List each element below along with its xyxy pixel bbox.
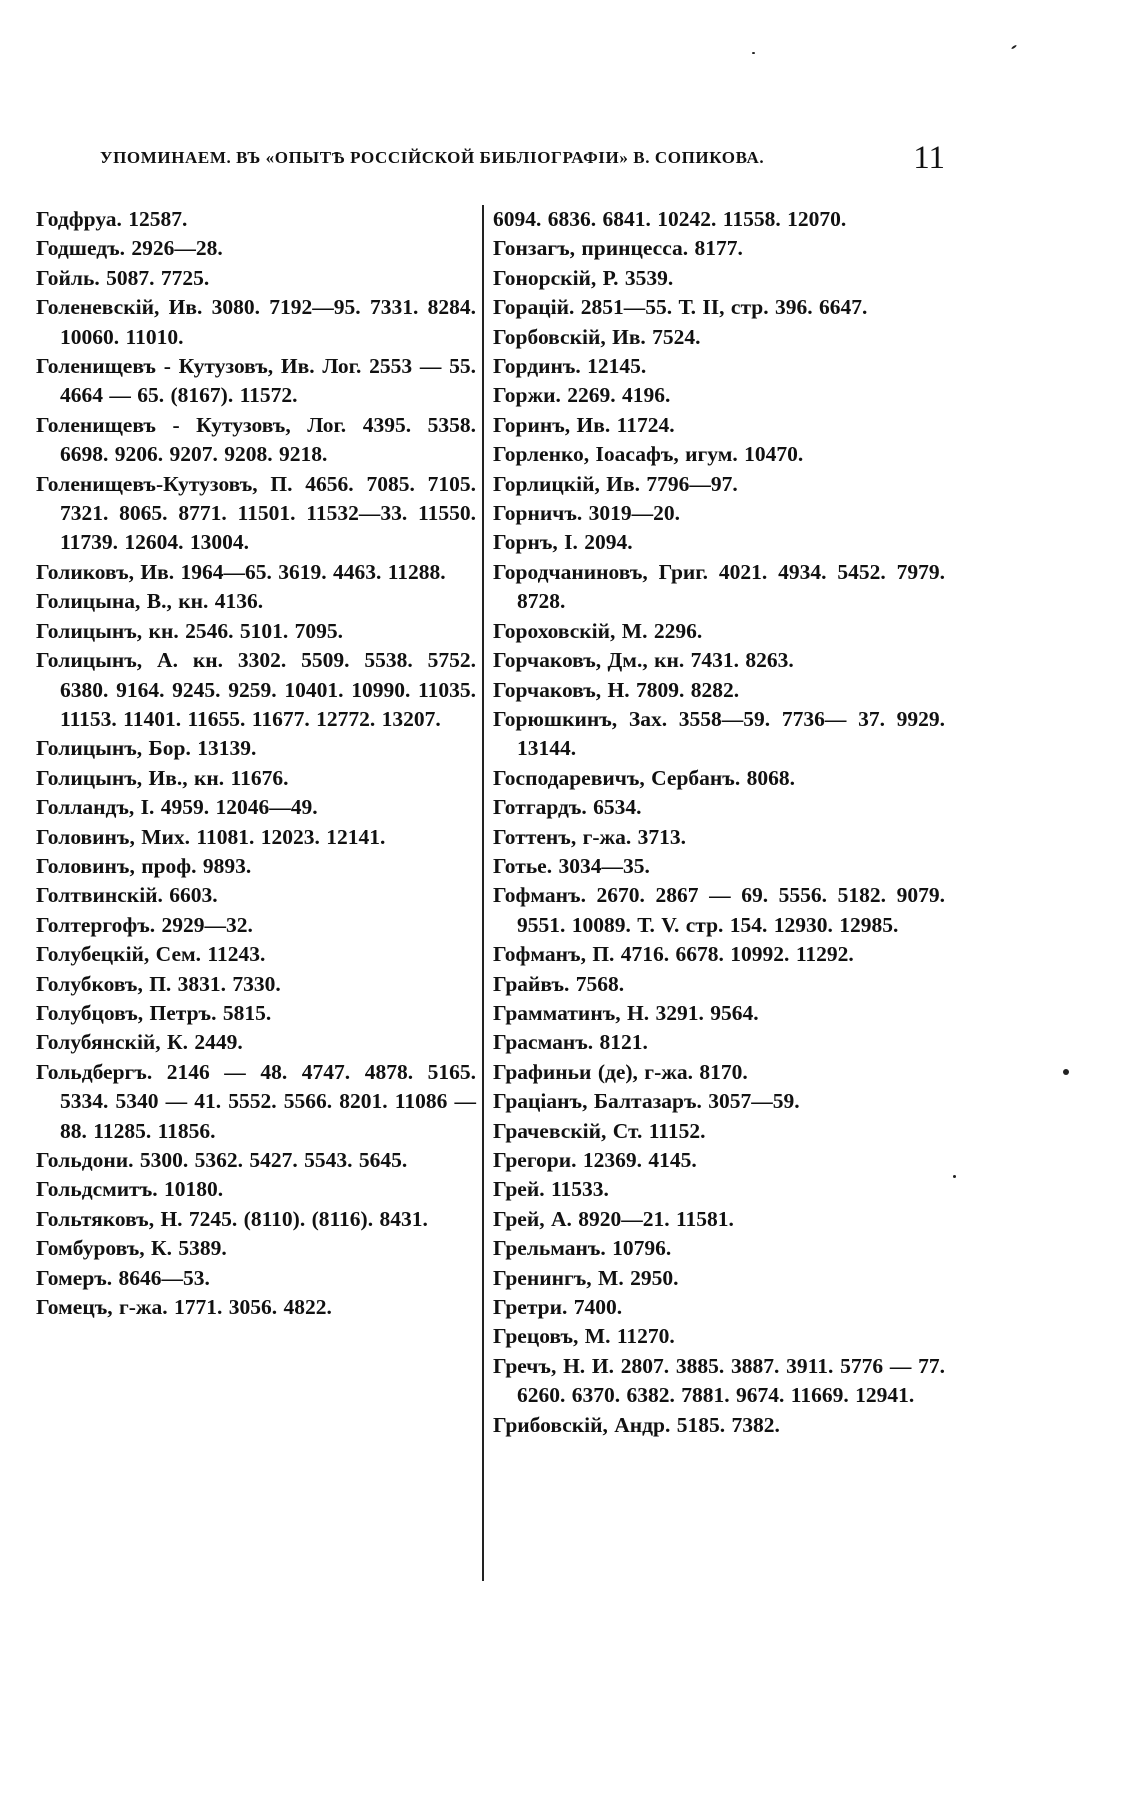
index-entry bbox=[36, 823, 476, 852]
index-entry bbox=[493, 264, 945, 293]
index-entry bbox=[36, 852, 476, 881]
index-entry-line: 7331. 8284. 10060. 11010. bbox=[60, 295, 477, 349]
index-entry bbox=[493, 1028, 945, 1057]
index-entry-line: 5645. bbox=[358, 1148, 408, 1172]
column-divider bbox=[482, 205, 484, 1581]
index-entry-line: Голицынъ, Ив., кн. 11676. bbox=[36, 765, 289, 790]
left-index-column bbox=[36, 205, 476, 1322]
index-entry-line: 9218. bbox=[279, 442, 328, 467]
index-entry bbox=[493, 1352, 945, 1411]
index-entry bbox=[36, 734, 476, 763]
index-entry-line: Голенищевъ-Кутузовъ, П. 4656. 7085. bbox=[36, 471, 415, 496]
index-entry-line: Горацій. 2851—55. Т. II, стр. 396. bbox=[493, 295, 813, 320]
index-entry-line: Голеневскій, Ив. 3080. 7192—95. bbox=[36, 295, 361, 320]
index-entry-line: 7105. 7321. 8065. 8771. 11501. bbox=[60, 471, 476, 526]
index-entry bbox=[36, 234, 476, 263]
index-entry bbox=[493, 440, 945, 469]
index-entry-line: 5182. 9079. 9551. 10089. Т. V. bbox=[517, 883, 945, 937]
index-entry-line: 8431. bbox=[379, 1206, 428, 1231]
index-entry bbox=[493, 1146, 945, 1175]
index-entry bbox=[493, 323, 945, 352]
index-entry-line: Гороховскій, М. 2296. bbox=[493, 618, 703, 643]
index-entry-line: Грибовскій, Андр. 5185. 7382. bbox=[493, 1412, 780, 1437]
index-entry-line: Горничъ. 3019—20. bbox=[493, 501, 681, 526]
index-entry-line: Городчаниновъ, Григ. 4021. 4934. bbox=[493, 559, 827, 584]
index-entry bbox=[493, 234, 945, 263]
index-entry bbox=[493, 646, 945, 675]
index-entry-line: Горнъ, I. 2094. bbox=[493, 530, 633, 555]
index-entry bbox=[36, 1234, 476, 1263]
index-entry-line: Грегори. 12369. 4145. bbox=[493, 1148, 697, 1172]
index-entry bbox=[36, 205, 476, 234]
index-entry bbox=[36, 352, 476, 411]
index-entry-line: Голубцовъ, Петръ. 5815. bbox=[36, 1000, 272, 1025]
index-entry-line: 11856. bbox=[157, 1118, 216, 1143]
index-entry-line: Гольдони. 5300. 5362. 5427. 5543. bbox=[36, 1148, 353, 1172]
index-entry-line: Голицына, В., кн. 4136. bbox=[36, 589, 264, 614]
index-entry bbox=[36, 881, 476, 910]
index-entry-line: Грельманъ. 10796. bbox=[493, 1236, 672, 1261]
index-entry-line: 5358. 6698. 9206. 9207. 9208. bbox=[60, 412, 476, 467]
index-entry bbox=[36, 793, 476, 822]
index-entry-line: Голиковъ, Ив. 1964—65. 3619. 4463. bbox=[36, 559, 382, 584]
index-entry bbox=[493, 499, 945, 528]
index-entry bbox=[493, 293, 945, 322]
index-entry-line: Голтвинскій. 6603. bbox=[36, 883, 218, 908]
index-entry bbox=[493, 940, 945, 969]
index-entry bbox=[493, 381, 945, 410]
index-entry bbox=[36, 617, 476, 646]
index-entry bbox=[36, 1175, 476, 1204]
scan-speck bbox=[1063, 1069, 1069, 1075]
index-entry-line: Гретри. 7400. bbox=[493, 1295, 623, 1320]
index-entry-line: 5752. 6380. 9164. 9245. 9259. bbox=[60, 648, 477, 702]
index-entry-line: 11288. bbox=[387, 559, 446, 584]
index-entry bbox=[36, 558, 476, 587]
index-entry-line: 6647. bbox=[819, 295, 868, 320]
index-entry-line: 11401. 11655. 11677. 12772. bbox=[123, 706, 376, 731]
page-header bbox=[100, 140, 945, 180]
index-entry-line: Головинъ, проф. 9893. bbox=[36, 853, 252, 878]
index-entry-line: стр. 154. 12930. 12985. bbox=[685, 912, 899, 937]
index-entry bbox=[493, 1117, 945, 1146]
index-entry-line: 37. 9929. 13144. bbox=[517, 706, 946, 761]
index-entry-line: 5165. 5334. 5340 — 41. 5552. bbox=[60, 1059, 477, 1114]
index-entry bbox=[36, 1058, 476, 1146]
index-entry-line: Гренингъ, М. 2950. bbox=[493, 1265, 679, 1290]
index-entry-line: Голицынъ, Бор. 13139. bbox=[36, 736, 257, 761]
index-entry-line: Гомбуровъ, К. 5389. bbox=[36, 1236, 227, 1261]
index-entry-line: Горжи. 2269. 4196. bbox=[493, 383, 671, 408]
index-entry bbox=[493, 1058, 945, 1087]
index-entry-line: Голландъ, I. 4959. 12046—49. bbox=[36, 795, 318, 820]
index-entry-line: Гомеръ. 8646—53. bbox=[36, 1265, 210, 1290]
index-entry bbox=[493, 881, 945, 940]
index-entry-line: Голенищевъ - Кутузовъ, Ив. Лог. bbox=[36, 354, 362, 379]
index-entry bbox=[36, 1146, 476, 1175]
index-entry bbox=[493, 1234, 945, 1263]
index-entry bbox=[36, 1205, 476, 1234]
index-entry-line: Готгардъ. 6534. bbox=[493, 795, 642, 820]
index-entry bbox=[36, 1028, 476, 1057]
index-entry bbox=[493, 764, 945, 793]
index-entry bbox=[36, 411, 476, 470]
index-entry-line: Гольдбергъ. 2146 — 48. 4747. 4878. bbox=[36, 1059, 414, 1084]
index-entry-line: Гольтяковъ, Н. 7245. (8110). (8116). bbox=[36, 1206, 374, 1231]
index-entry bbox=[493, 352, 945, 381]
index-entry-line: Грамматинъ, Н. 3291. 9564. bbox=[493, 1000, 759, 1025]
index-entry-line: Горленко, Іоасафъ, игум. 10470. bbox=[493, 442, 804, 467]
index-entry-line: 6094. 6836. 6841. 10242. 11558. bbox=[493, 207, 781, 231]
index-entry-line: Голенищевъ - Кутузовъ, Лог. 4395. bbox=[36, 412, 412, 437]
index-entry bbox=[493, 823, 945, 852]
index-entry-line: Грецовъ, М. 11270. bbox=[493, 1324, 675, 1349]
index-entry-line: Головинъ, Мих. 11081. 12023. 12141. bbox=[36, 824, 386, 849]
index-entry bbox=[493, 528, 945, 557]
index-entry-line: Графиньи (де), г-жа. 8170. bbox=[493, 1059, 748, 1084]
index-entry bbox=[493, 1293, 945, 1322]
index-entry-line: 11532—33. 11550. 11739. 12604. bbox=[60, 501, 476, 555]
index-entry bbox=[36, 470, 476, 558]
index-entry-line: 10401. 10990. 11035. 11153. bbox=[60, 677, 476, 731]
index-entry-line: 13207. bbox=[381, 706, 441, 731]
index-entry-line: Голицынъ, кн. 2546. 5101. 7095. bbox=[36, 618, 343, 643]
index-entry-line: Голубянскій, К. 2449. bbox=[36, 1030, 243, 1055]
index-entry-line: Горлицкій, Ив. 7796—97. bbox=[493, 471, 738, 496]
index-entry bbox=[493, 676, 945, 705]
scan-speck bbox=[752, 52, 755, 54]
index-entry bbox=[493, 705, 945, 764]
index-entry-line: Гофманъ, П. 4716. 6678. 10992. bbox=[493, 942, 790, 967]
index-entry bbox=[493, 1322, 945, 1351]
scan-speck bbox=[953, 1175, 956, 1178]
index-entry-line: Грасманъ. 8121. bbox=[493, 1030, 648, 1055]
index-entry-line: Голицынъ, А. кн. 3302. 5509. 5538. bbox=[36, 648, 413, 673]
index-entry bbox=[36, 293, 476, 352]
index-entry-line: Грей, А. 8920—21. 11581. bbox=[493, 1206, 734, 1231]
index-entry-line: 5452. 7979. 8728. bbox=[517, 559, 945, 614]
index-entry-line: Грачевскій, Ст. 11152. bbox=[493, 1118, 706, 1143]
index-entry-line: 13004. bbox=[189, 530, 249, 555]
index-entry-line: Годшедъ. 2926—28. bbox=[36, 236, 223, 261]
index-entry bbox=[36, 587, 476, 616]
index-entry-line: Господаревичъ, Сербанъ. 8068. bbox=[493, 765, 795, 790]
index-entry bbox=[36, 970, 476, 999]
index-entry-line: 3911. 5776 — 77. 6260. 6370. bbox=[517, 1353, 945, 1408]
index-entry-line: Голубковъ, П. 3831. 7330. bbox=[36, 971, 281, 996]
index-entry-line: Готье. 3034—35. bbox=[493, 853, 650, 878]
index-entry bbox=[36, 646, 476, 734]
index-entry bbox=[36, 264, 476, 293]
index-entry bbox=[36, 764, 476, 793]
index-entry-line: Граціанъ, Балтазаръ. 3057—59. bbox=[493, 1089, 800, 1114]
index-entry bbox=[493, 793, 945, 822]
index-entry-line: Годфруа. 12587. bbox=[36, 207, 188, 231]
index-entry-line: Гонорскій, Р. 3539. bbox=[493, 265, 674, 290]
index-entry bbox=[493, 1175, 945, 1204]
index-entry bbox=[493, 1087, 945, 1116]
scan-speck bbox=[1011, 44, 1017, 49]
index-entry-line: Гречъ, Н. И. 2807. 3885. 3887. bbox=[493, 1353, 780, 1378]
index-entry-line: 2553 — 55. 4664 — 65. (8167). bbox=[60, 354, 477, 408]
index-entry-line: 5566. 8201. 11086 — 88. 11285. bbox=[60, 1089, 477, 1143]
index-entry bbox=[493, 1411, 945, 1440]
index-entry-line: Гофманъ. 2670. 2867 — 69. 5556. bbox=[493, 883, 828, 908]
index-entry bbox=[493, 1205, 945, 1234]
index-entry-line: Голубецкій, Сем. 11243. bbox=[36, 942, 266, 967]
index-entry-line: Горчаковъ, Н. 7809. 8282. bbox=[493, 677, 740, 702]
index-entry-line: Горчаковъ, Дм., кн. 7431. 8263. bbox=[493, 648, 794, 673]
index-entry-line: Готтенъ, г-жа. 3713. bbox=[493, 824, 686, 849]
index-entry bbox=[493, 1264, 945, 1293]
index-entry bbox=[36, 911, 476, 940]
index-entry bbox=[493, 411, 945, 440]
index-entry bbox=[493, 970, 945, 999]
page-number: 11 bbox=[913, 140, 945, 176]
index-entry-line: Голтергофъ. 2929—32. bbox=[36, 912, 253, 937]
index-entry-line: Горинъ, Ив. 11724. bbox=[493, 412, 675, 437]
running-title: УПОМИНАЕМ. ВЪ «ОПЫТѢ РОССІЙСКОЙ БИБЛІОГРАФІИ» В. СОПИКОВА. bbox=[100, 148, 765, 167]
right-index-column bbox=[493, 205, 945, 1440]
index-entry bbox=[493, 205, 945, 234]
index-entry bbox=[36, 999, 476, 1028]
index-entry bbox=[36, 940, 476, 969]
index-entry-line: Гординъ. 12145. bbox=[493, 354, 647, 379]
index-entry-line: Горбовскій, Ив. 7524. bbox=[493, 324, 701, 349]
index-entry bbox=[36, 1264, 476, 1293]
index-entry-line: Гонзагъ, принцесса. 8177. bbox=[493, 236, 743, 261]
index-entry-line: Горюшкинъ, Зах. 3558—59. 7736— bbox=[493, 706, 847, 731]
index-entry-line: Гольдсмитъ. 10180. bbox=[36, 1177, 224, 1202]
index-entry-line: Гомецъ, г-жа. 1771. 3056. 4822. bbox=[36, 1295, 332, 1320]
index-entry bbox=[493, 617, 945, 646]
index-entry bbox=[36, 1293, 476, 1322]
index-entry bbox=[493, 470, 945, 499]
index-entry-line: 11572. bbox=[239, 383, 298, 408]
index-entry bbox=[493, 999, 945, 1028]
index-entry-line: Гойль. 5087. 7725. bbox=[36, 265, 210, 290]
index-entry-line: Грайвъ. 7568. bbox=[493, 971, 625, 996]
index-entry bbox=[493, 852, 945, 881]
index-entry-line: 6382. 7881. 9674. 11669. 12941. bbox=[626, 1383, 915, 1408]
index-entry-line: 12070. bbox=[787, 207, 847, 231]
index-entry-line: 11292. bbox=[795, 942, 854, 967]
index-entry bbox=[493, 558, 945, 617]
index-entry-line: Грей. 11533. bbox=[493, 1177, 609, 1202]
